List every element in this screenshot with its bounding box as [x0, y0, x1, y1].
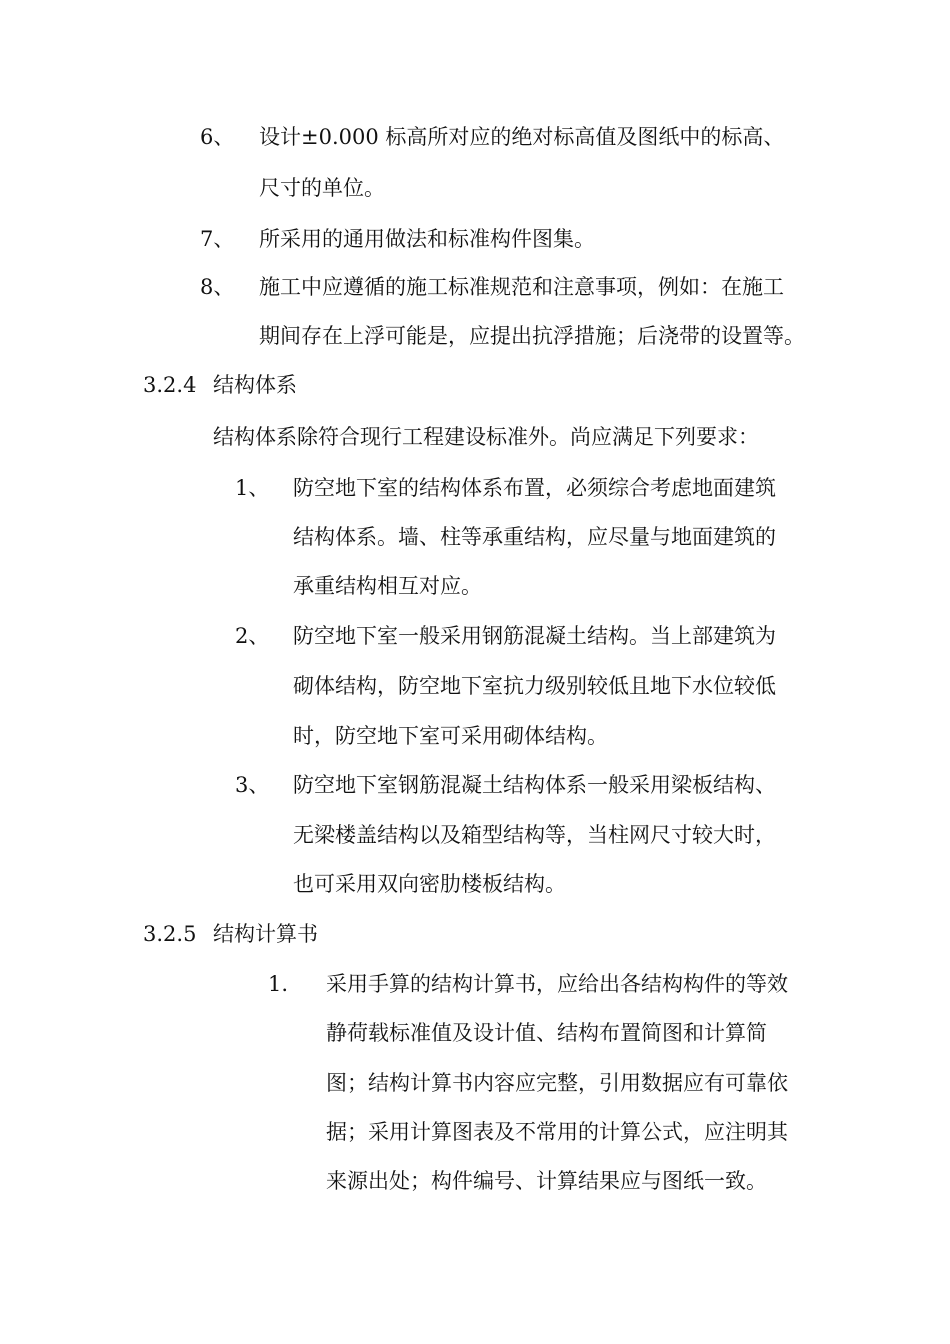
list-item-text-line: 防空地下室钢筋混凝土结构体系一般采用梁板结构、 [293, 773, 776, 797]
list-item-text-line: 结构体系。墙、柱等承重结构，应尽量与地面建筑的 [293, 525, 776, 549]
list-item-number: 6、 [200, 125, 235, 149]
list-item-text-line: 设计±0.000 标高所对应的绝对标高值及图纸中的标高、 [259, 125, 785, 149]
list-item-text-line: 静荷载标准值及设计值、结构布置简图和计算简 [326, 1021, 767, 1045]
list-item-text-line: 图；结构计算书内容应完整，引用数据应有可靠依 [326, 1071, 788, 1095]
list-item-text-line: 采用手算的结构计算书，应给出各结构构件的等效 [326, 972, 788, 996]
list-item-text-line: 防空地下室一般采用钢筋混凝土结构。当上部建筑为 [293, 624, 776, 648]
list-item-text-line: 期间存在上浮可能是，应提出抗浮措施；后浇带的设置等。 [259, 324, 805, 348]
list-item-text-line: 施工中应遵循的施工标准规范和注意事项，例如：在施工 [259, 275, 784, 299]
section-number: 3.2.4 [143, 373, 197, 397]
list-item-number: 2、 [235, 624, 270, 648]
list-item-number: 3、 [235, 773, 270, 797]
list-item-number: 8、 [200, 275, 235, 299]
list-item-number: 7、 [200, 227, 235, 251]
list-item-text-line: 来源出处；构件编号、计算结果应与图纸一致。 [326, 1169, 767, 1193]
list-item-text-line: 承重结构相互对应。 [293, 574, 482, 598]
list-item-text-line: 尺寸的单位。 [259, 176, 385, 200]
section-number: 3.2.5 [143, 922, 197, 946]
list-item-text-line: 砌体结构，防空地下室抗力级别较低且地下水位较低 [293, 674, 776, 698]
list-item-text-line: 所采用的通用做法和标准构件图集。 [259, 227, 595, 251]
list-item-text-line: 防空地下室的结构体系布置，必须综合考虑地面建筑 [293, 476, 776, 500]
section-title: 结构计算书 [213, 922, 318, 946]
list-item-text-line: 无梁楼盖结构以及箱型结构等，当柱网尺寸较大时， [293, 823, 776, 847]
list-item-number: 1. [268, 972, 289, 996]
list-item-text-line: 也可采用双向密肋楼板结构。 [293, 872, 566, 896]
list-item-text-line: 据；采用计算图表及不常用的计算公式，应注明其 [326, 1120, 788, 1144]
list-item-text-line: 时，防空地下室可采用砌体结构。 [293, 724, 608, 748]
section-intro: 结构体系除符合现行工程建设标准外。尚应满足下列要求： [213, 425, 759, 449]
list-item-number: 1、 [235, 476, 270, 500]
section-title: 结构体系 [213, 373, 297, 397]
